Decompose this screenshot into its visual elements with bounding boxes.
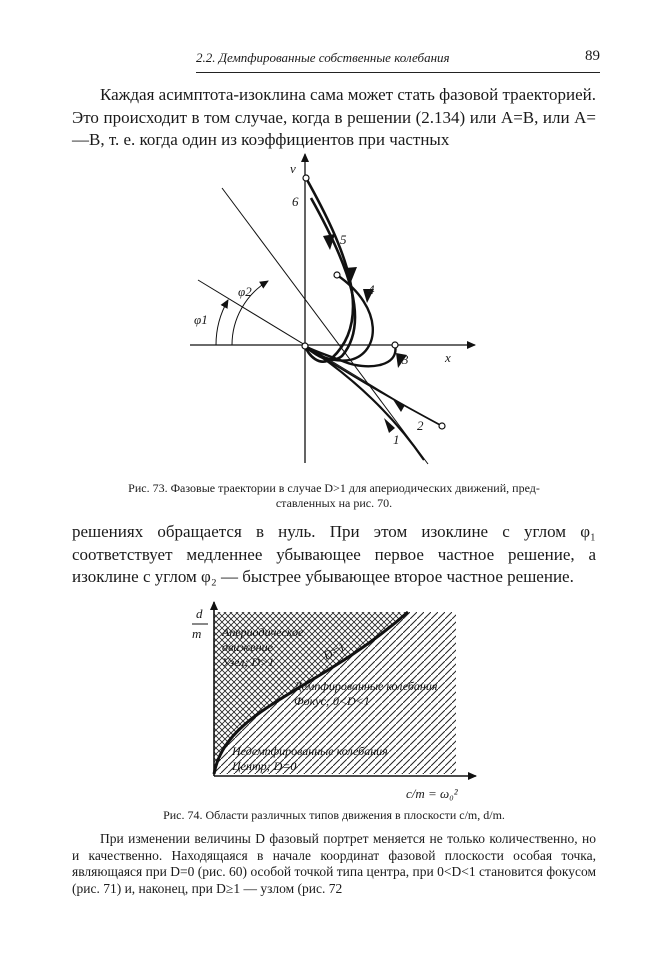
arrow-traj-2 bbox=[392, 398, 405, 412]
region-focus-label-2: Фокус; 0<D<1 bbox=[294, 694, 370, 708]
page-number: 89 bbox=[585, 48, 600, 64]
figure-74-regions bbox=[186, 598, 486, 808]
figure-73-caption-line-1: Рис. 73. Фазовые траектории в случае D>1 для апериодических движений, пред- bbox=[128, 481, 540, 495]
curve-label-5: 5 bbox=[340, 232, 347, 247]
region-focus-label-1: Демпфированные колебания bbox=[294, 679, 438, 693]
start-point-3 bbox=[392, 342, 398, 348]
curve-label-3: 3 bbox=[402, 352, 409, 367]
paragraph-2: решениях обращается в нуль. При этом изоклине с углом φ₁ соответствует медленнее убывающее первое частное решение, а изоклине с углом φ₂ — быстрее убывающее второе частное решение. bbox=[72, 522, 596, 586]
curve-label-4: 4 bbox=[368, 282, 375, 297]
curve-label-d1: D=1 bbox=[320, 639, 348, 663]
x-label: c/m = ω₀² bbox=[406, 786, 458, 801]
region-node-label-2: движение bbox=[222, 640, 273, 654]
figure-73-caption-line-2: ставленных на рис. 70. bbox=[275, 496, 393, 510]
trajectory-4 bbox=[305, 275, 373, 361]
start-point-4 bbox=[334, 272, 340, 278]
y-label-numerator: d bbox=[196, 606, 203, 621]
paragraph-1: Каждая асимптота-изоклина сама может стать фазовой траекторией. Это происходит в том случае, когда в решении (2.134) или A=B, или A=—B, т. е. когда один из коэффициентов при частных bbox=[72, 85, 596, 149]
section-title: 2.2. Демпфированные собственные колебания bbox=[196, 50, 450, 65]
curve-label-6: 6 bbox=[292, 194, 299, 209]
axis-label-x: x bbox=[445, 350, 451, 365]
region-node-label-1: Апериодическое bbox=[222, 625, 304, 639]
curve-label-1: 1 bbox=[393, 432, 400, 447]
start-point-2 bbox=[439, 423, 445, 429]
angle-label-1: φ1 bbox=[194, 312, 208, 327]
trajectory-2 bbox=[305, 346, 442, 426]
start-point-6 bbox=[303, 175, 309, 181]
angle-arc-1 bbox=[216, 300, 228, 345]
isocline-phi2 bbox=[222, 188, 428, 464]
angle-label-2: φ2 bbox=[238, 284, 252, 299]
figure-74-caption: Рис. 74. Области различных типов движения в плоскости c/m, d/m. bbox=[163, 808, 505, 822]
region-node-label-3: Узел; D>1 bbox=[222, 655, 275, 669]
y-label-denominator: m bbox=[192, 626, 202, 641]
region-center-label-1: Недемпфированные колебания bbox=[232, 744, 388, 758]
figure-73-phase-portrait bbox=[180, 148, 480, 468]
curve-label-2: 2 bbox=[417, 418, 424, 433]
region-center-label-2: Центр; D=0 bbox=[232, 759, 297, 773]
running-header bbox=[196, 48, 600, 73]
origin-point bbox=[302, 343, 308, 349]
axis-label-v: v bbox=[290, 161, 296, 176]
paragraph-3: При изменении величины D фазовый портрет меняется не только количественно, но и качественно. Находящаяся в начале координат фазовой плоскости особая точка, являющаяся при D=0 (рис. 60) особой точкой типа центра, при 0<D<1 становится фокусом (рис. 71) и, наконец, при D≥1 — узлом (рис. 72 bbox=[72, 831, 596, 896]
figure-73-caption bbox=[72, 481, 596, 511]
